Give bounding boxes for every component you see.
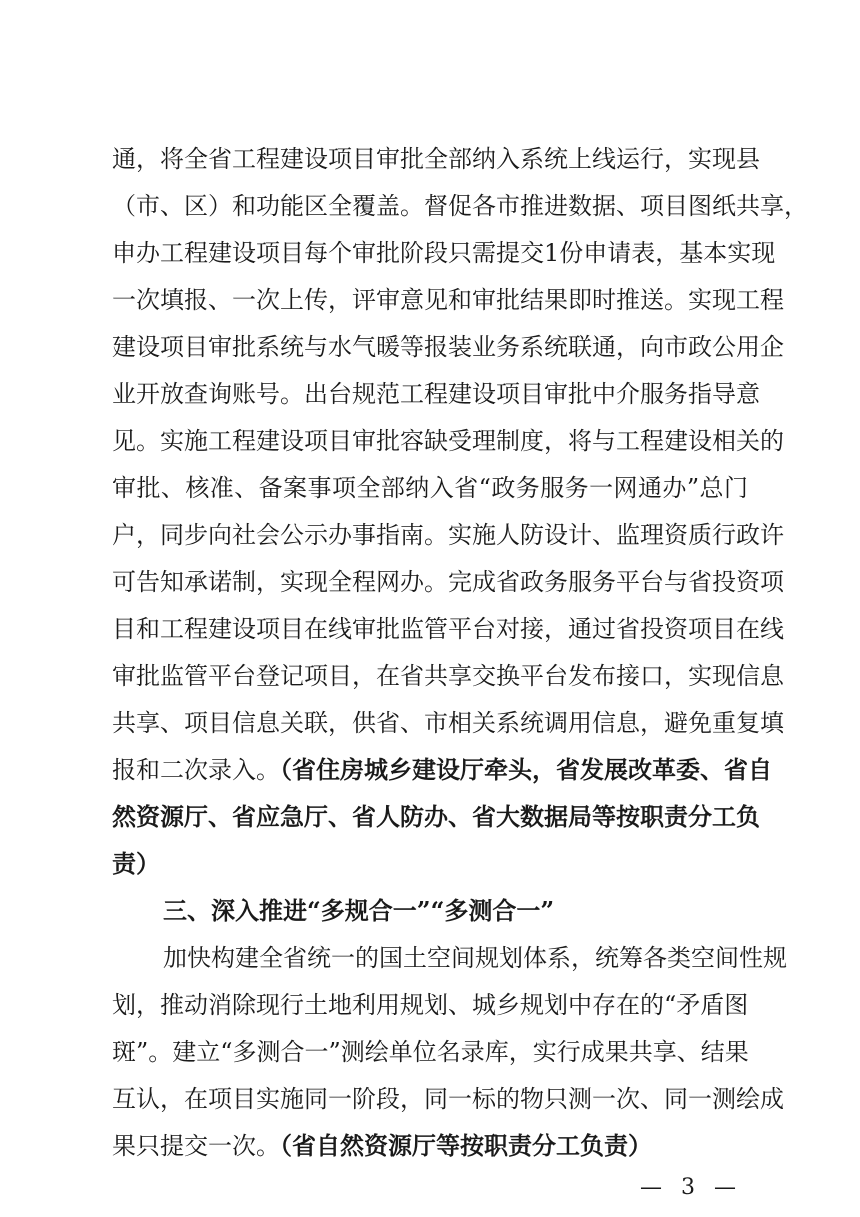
page-number: — 3 — bbox=[640, 1175, 742, 1200]
body-line: （市、区）和功能区全覆盖。督促各市推进数据、项目图纸共享， bbox=[112, 192, 808, 220]
body-line: 见。实施工程建设项目审批容缺受理制度，将与工程建设相关的 bbox=[112, 427, 784, 455]
responsibility-note: 然资源厅、省应急厅、省人防办、省大数据局等按职责分工负 bbox=[112, 802, 760, 831]
body-line: 通，将全省工程建设项目审批全部纳入系统上线运行，实现县 bbox=[112, 145, 760, 173]
body-line bbox=[112, 1126, 748, 1166]
body-line: 一次填报、一次上传，评审意见和审批结果即时推送。实现工程 bbox=[112, 286, 784, 314]
responsibility-note: 责） bbox=[112, 849, 160, 878]
body-line: 可告知承诺制，实现全程网办。完成省政务服务平台与省投资项 bbox=[112, 568, 784, 596]
body-text: 果只提交一次。 bbox=[112, 1132, 280, 1160]
body-line: 互认，在项目实施同一阶段，同一标的物只测一次、同一测绘成 bbox=[112, 1085, 784, 1113]
responsibility-note: （省自然资源厅等按职责分工负责） bbox=[280, 1131, 652, 1160]
body-line: 申办工程建设项目每个审批阶段只需提交1份申请表，基本实现 bbox=[112, 239, 776, 267]
body-line: 审批监管平台登记项目，在省共享交换平台发布接口，实现信息 bbox=[112, 662, 784, 690]
body-line: 审批、核准、备案事项全部纳入省“政务服务一网通办”总门 bbox=[112, 474, 748, 502]
body-line: 户，同步向社会公示办事指南。实施人防设计、监理资质行政许 bbox=[112, 521, 784, 549]
body-line: 建设项目审批系统与水气暖等报装业务系统联通，向市政公用企 bbox=[112, 333, 784, 361]
section-heading: 三、深入推进“多规合一”“多测合一” bbox=[163, 896, 555, 925]
body-line bbox=[112, 750, 772, 790]
body-line: 斑”。建立“多测合一”测绘单位名录库，实行成果共享、结果 bbox=[112, 1038, 749, 1066]
body-line: 划，推动消除现行土地利用规划、城乡规划中存在的“矛盾图 bbox=[112, 991, 749, 1019]
body-line: 业开放查询账号。出台规范工程建设项目审批中介服务指导意 bbox=[112, 380, 760, 408]
body-line: 共享、项目信息关联，供省、市相关系统调用信息，避免重复填 bbox=[112, 709, 784, 737]
body-line: 目和工程建设项目在线审批监管平台对接，通过省投资项目在线 bbox=[112, 615, 784, 643]
body-line: 加快构建全省统一的国土空间规划体系，统筹各类空间性规 bbox=[163, 944, 787, 972]
body-text: 报和二次录入。 bbox=[112, 756, 280, 784]
responsibility-note: （省住房城乡建设厅牵头，省发展改革委、省自 bbox=[280, 755, 772, 784]
